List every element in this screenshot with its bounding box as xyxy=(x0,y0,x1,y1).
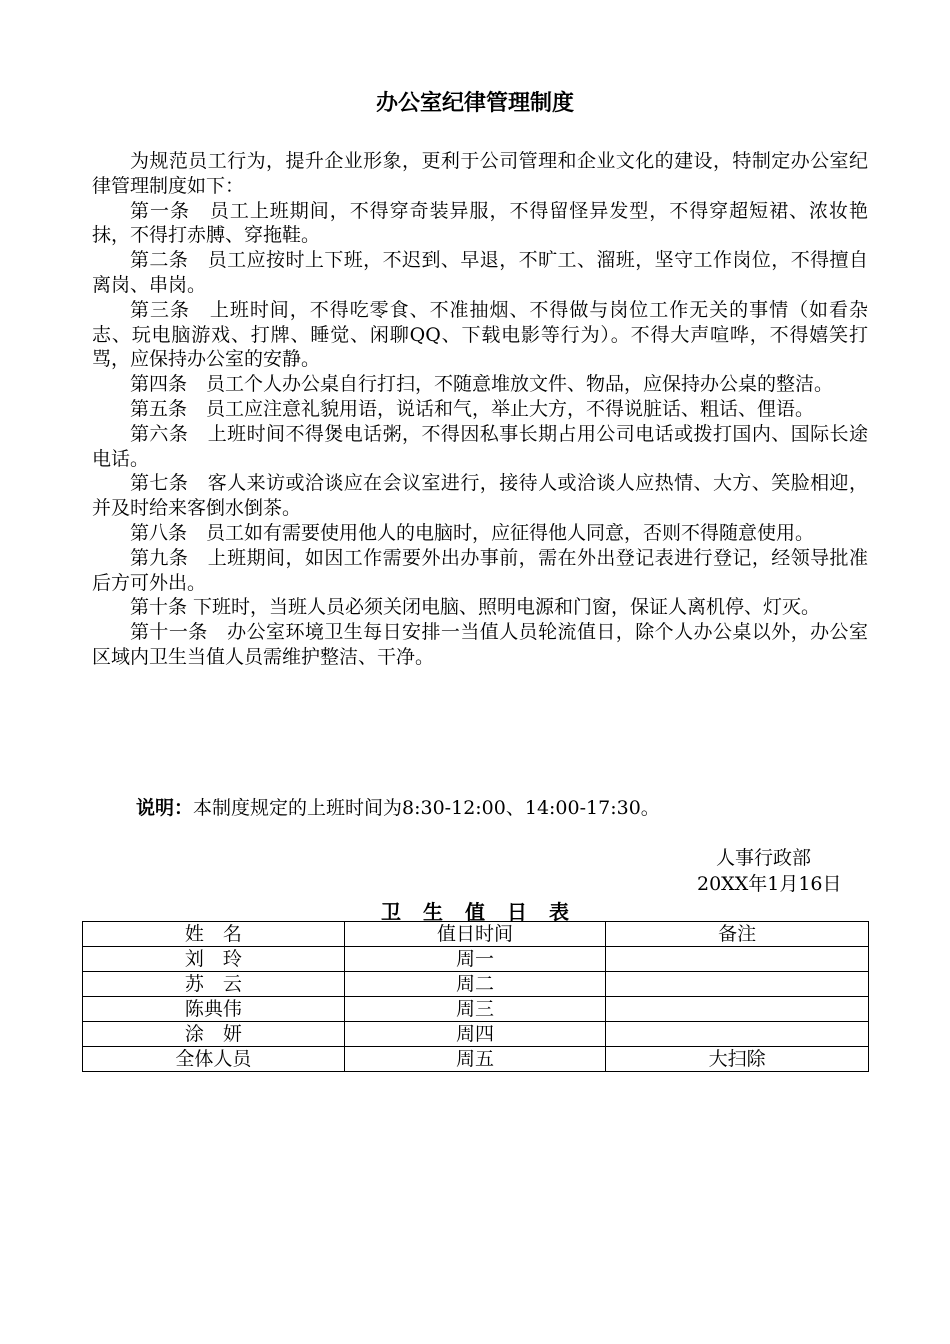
article-11: 第十一条 办公室环境卫生每日安排一当值人员轮流值日，除个人办公桌以外，办公室区域内卫生当值人员需维护整洁、干净。 xyxy=(92,621,868,668)
article-3: 第三条 上班时间，不得吃零食、不准抽烟、不得做与岗位工作无关的事情（如看杂志、玩电脑游戏、打牌、睡觉、闲聊QQ、下载电影等行为）。不得大声喧哗，不得嬉笑打骂，应保持办公室的安静。 xyxy=(92,298,868,371)
table-row xyxy=(83,1047,869,1072)
signature-department: 人事行政部 xyxy=(716,847,812,869)
article-9: 第九条 上班期间，如因工作需要外出办事前，需在外出登记表进行登记，经领导批准后方可外出。 xyxy=(92,546,868,594)
cell-name: 苏 云 xyxy=(83,972,345,997)
header-name: 姓 名 xyxy=(83,922,345,947)
article-1: 第一条 员工上班期间，不得穿奇装异服，不得留怪异发型，不得穿超短裙、浓妆艳抹，不得打赤膊、穿拖鞋。 xyxy=(92,199,868,247)
intro-paragraph: 为规范员工行为，提升企业形象，更利于公司管理和企业文化的建设，特制定办公室纪律管理制度如下： xyxy=(92,150,868,197)
cell-day: 周四 xyxy=(344,1022,606,1047)
cell-day: 周五 xyxy=(344,1047,606,1072)
table-row xyxy=(83,997,869,1022)
article-8: 第八条 员工如有需要使用他人的电脑时，应征得他人同意，否则不得随意使用。 xyxy=(130,521,815,544)
article-2: 第二条 员工应按时上下班，不迟到、早退，不旷工、溜班，坚守工作岗位，不得擅自离岗、串岗。 xyxy=(92,249,868,296)
header-remark: 备注 xyxy=(606,922,869,947)
regulation-body xyxy=(92,149,868,670)
document-title: 办公室纪律管理制度 xyxy=(375,90,574,116)
duty-table xyxy=(82,921,869,1072)
cell-day: 周三 xyxy=(344,997,606,1022)
cell-name: 涂 妍 xyxy=(83,1022,345,1047)
note-label: 说明： xyxy=(136,797,194,819)
working-hours-note xyxy=(136,796,660,821)
duty-table-title: 卫生值日表 xyxy=(381,900,591,924)
cell-day: 周二 xyxy=(344,972,606,997)
note-text: 本制度规定的上班时间为8:30-12:00、14:00-17:30。 xyxy=(193,797,660,819)
table-row xyxy=(83,972,869,997)
cell-remark xyxy=(606,1022,869,1047)
cell-name: 陈典伟 xyxy=(83,997,345,1022)
cell-remark: 大扫除 xyxy=(606,1047,869,1072)
table-header-row xyxy=(83,922,869,947)
article-10: 第十条 下班时，当班人员必须关闭电脑、照明电源和门窗，保证人离机停、灯灭。 xyxy=(130,596,821,619)
table-row xyxy=(83,1022,869,1047)
cell-remark xyxy=(606,997,869,1022)
cell-remark xyxy=(606,972,869,997)
article-5: 第五条 员工应注意礼貌用语，说话和气，举止大方，不得说脏话、粗话、俚语。 xyxy=(130,397,815,420)
article-6: 第六条 上班时间不得煲电话粥，不得因私事长期占用公司电话或拨打国内、国际长途电话。 xyxy=(92,422,868,470)
cell-remark xyxy=(606,947,869,972)
signature-date: 20XX年1月16日 xyxy=(697,873,842,895)
article-4: 第四条 员工个人办公桌自行打扫，不随意堆放文件、物品，应保持办公桌的整洁。 xyxy=(130,373,834,396)
cell-name: 全体人员 xyxy=(83,1047,345,1072)
cell-day: 周一 xyxy=(344,947,606,972)
table-row xyxy=(83,947,869,972)
cell-name: 刘 玲 xyxy=(83,947,345,972)
article-7: 第七条 客人来访或洽谈应在会议室进行，接待人或洽谈人应热情、大方、笑脸相迎，并及时给来客倒水倒茶。 xyxy=(92,472,868,520)
header-duty-day: 值日时间 xyxy=(344,922,606,947)
